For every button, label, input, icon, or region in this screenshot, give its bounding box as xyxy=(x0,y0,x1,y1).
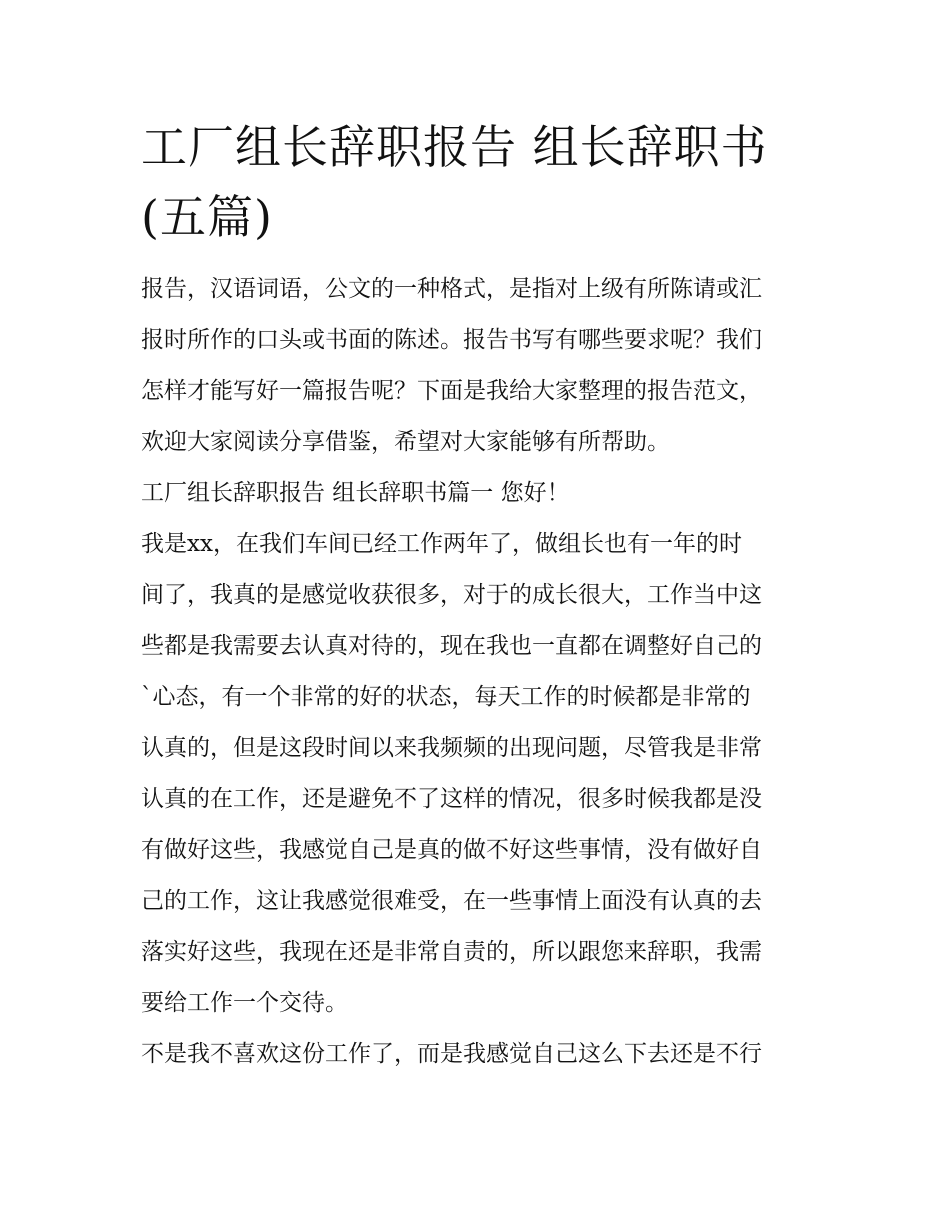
document-content xyxy=(141,112,813,1080)
body-paragraph: 我是xx，在我们车间已经工作两年了，做组长也有一年的时 间了，我真的是感觉收获很多，对于的成长很大，工作当中这 些都是我需要去认真对待的，现在我也一直都在调整好自己的 `心态，有一个非常的好的状态，每天工作的时候都是非常的 认真的，但是这段时间以来我频频的出现问题，尽管我是非常 认真的在工作，还是避免不了这样的情况，很多时候我都是没 有做好这些，我感觉自己是真的做不好这些事情，没有做好自 己的工作，这让我感觉很难受，在一些事情上面没有认真的去 落实好这些，我现在还是非常自责的，所以跟您来辞职，我需 要给工作一个交待。 xyxy=(141,531,762,1016)
body-paragraph: 不是我不喜欢这份工作了，而是我感觉自己这么下去还是不行 xyxy=(141,1041,762,1067)
intro-paragraph: 报告，汉语词语，公文的一种格式，是指对上级有所陈请或汇 报时所作的口头或书面的陈述。报告书写有哪些要求呢？我们 怎样才能写好一篇报告呢？下面是我给大家整理的报告范文， 欢迎大家阅读分享借鉴，希望对大家能够有所帮助。 xyxy=(141,276,762,455)
document-title: 工厂组长辞职报告 组长辞职书 (五篇) xyxy=(141,120,768,244)
section-heading: 工厂组长辞职报告 组长辞职书篇一 您好！ xyxy=(141,480,570,506)
